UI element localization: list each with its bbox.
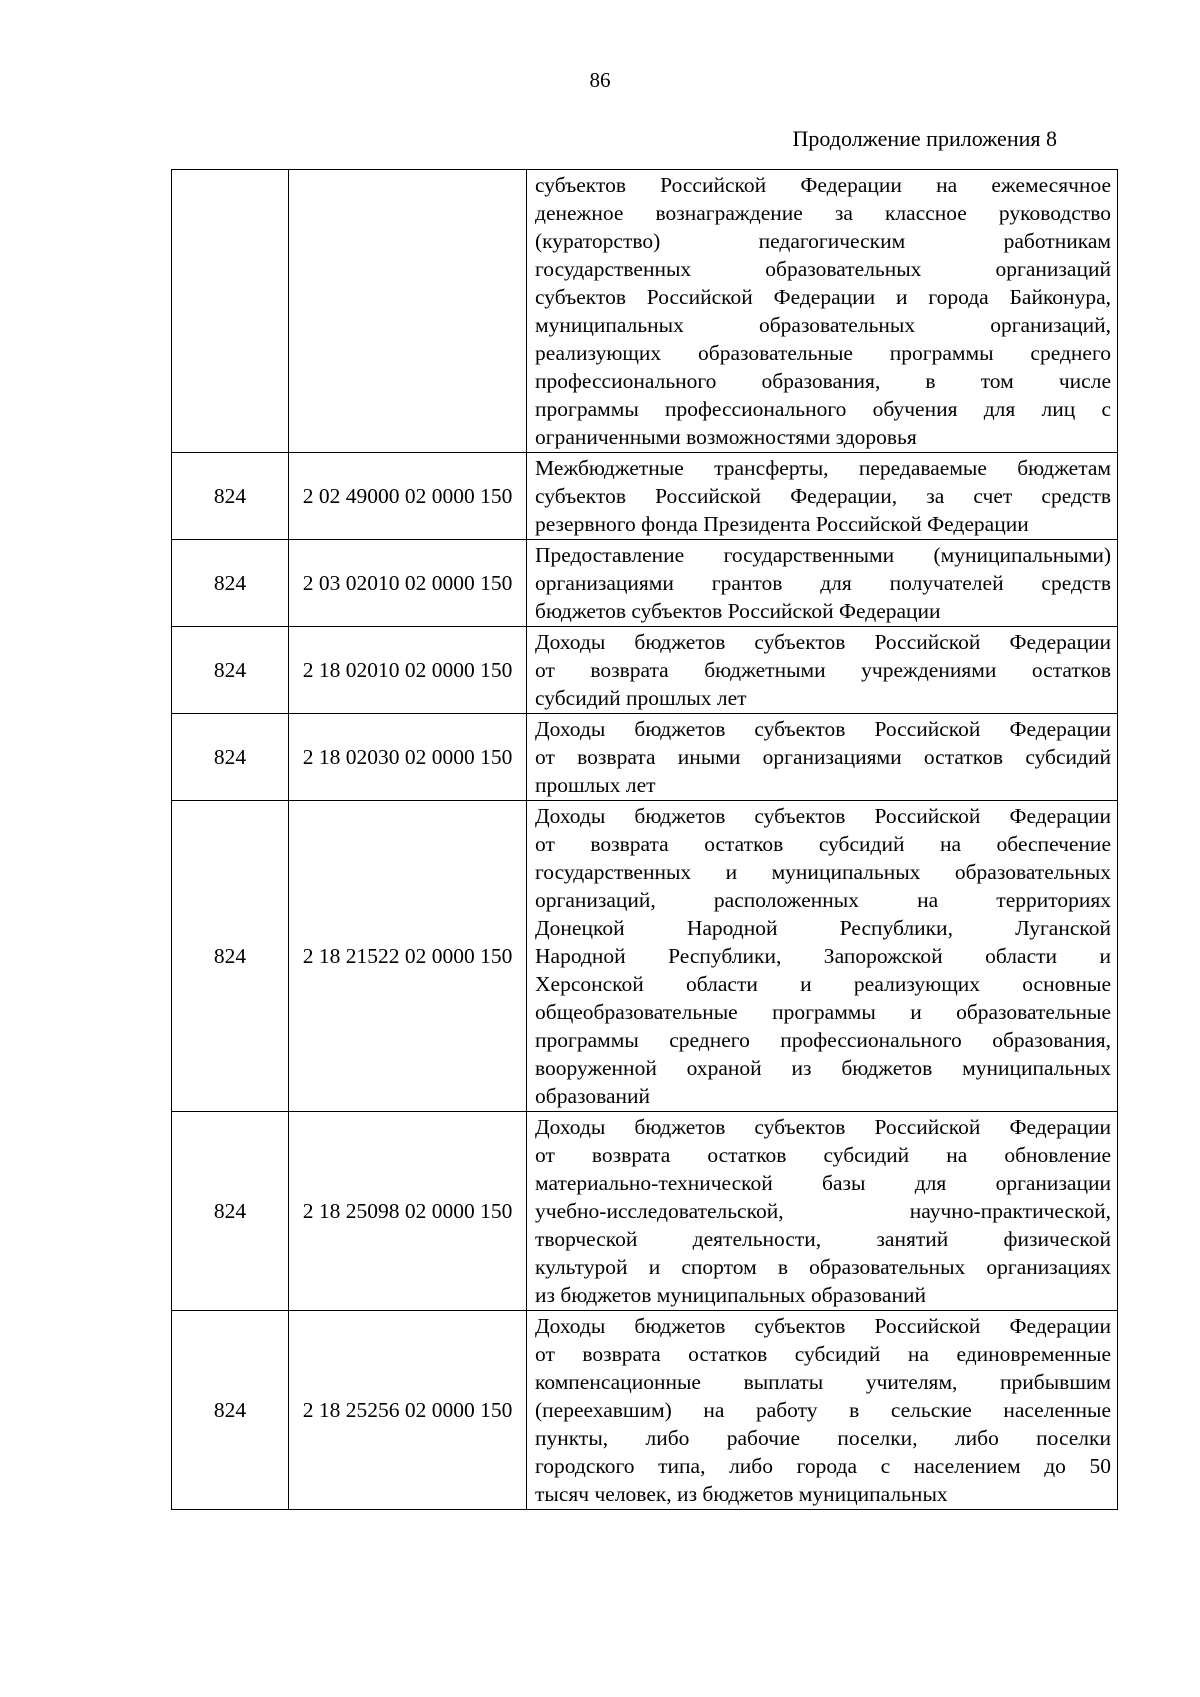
table-row	[172, 627, 1118, 714]
revenue-name-line: вооруженной охраной из бюджетов муниципальных	[535, 1056, 1111, 1080]
admin-code-cell: 824	[172, 453, 289, 540]
revenue-name-line: резервного фонда Президента Российской Федерации	[535, 512, 1029, 536]
revenue-name-line: субъектов Российской Федерации на ежемесячное	[535, 173, 1111, 197]
admin-code-cell: 824	[172, 627, 289, 714]
revenue-name-line: из бюджетов муниципальных образований	[535, 1283, 926, 1307]
admin-code-cell: 824	[172, 540, 289, 627]
revenue-name-cell	[527, 170, 1118, 453]
revenue-name-line: субсидий прошлых лет	[535, 686, 747, 710]
revenue-name-line: Доходы бюджетов субъектов Российской Федерации	[535, 1115, 1111, 1139]
admin-code-cell: 824	[172, 801, 289, 1112]
table-row	[172, 1311, 1118, 1510]
revenue-name-cell	[527, 714, 1118, 801]
revenue-name-line: Народной Республики, Запорожской области и	[535, 944, 1111, 968]
revenue-name-line: образований	[535, 1084, 651, 1108]
revenue-name-line: тысяч человек, из бюджетов муниципальных	[535, 1482, 948, 1506]
revenue-code-cell: 2 18 25256 02 0000 150	[289, 1311, 527, 1510]
revenue-name-line: материально-технической базы для организации	[535, 1171, 1111, 1195]
revenue-code-cell: 2 18 21522 02 0000 150	[289, 801, 527, 1112]
revenue-name-cell	[527, 801, 1118, 1112]
revenue-name-line: прошлых лет	[535, 773, 656, 797]
revenue-name-line: от возврата бюджетными учреждениями остатков	[535, 658, 1111, 682]
revenue-name-line: организаций, расположенных на территориях	[535, 888, 1111, 912]
table-row	[172, 801, 1118, 1112]
admin-code-cell: 824	[172, 1311, 289, 1510]
revenue-name-line: от возврата иными организациями остатков субсидий	[535, 745, 1111, 769]
revenue-code-cell: 2 18 02010 02 0000 150	[289, 627, 527, 714]
revenue-name-line: бюджетов субъектов Российской Федерации	[535, 599, 941, 623]
revenue-name-cell	[527, 453, 1118, 540]
revenue-name-cell	[527, 1311, 1118, 1510]
revenue-name-line: учебно-исследовательской, научно-практической,	[535, 1199, 1111, 1223]
revenue-name-cell	[527, 540, 1118, 627]
table-row	[172, 540, 1118, 627]
admin-code-cell: 824	[172, 1112, 289, 1311]
revenue-name-line: Херсонской области и реализующих основные	[535, 972, 1111, 996]
revenue-name-line: государственных образовательных организаций	[535, 257, 1111, 281]
revenue-name-line: творческой деятельности, занятий физической	[535, 1227, 1111, 1251]
revenue-name-line: Доходы бюджетов субъектов Российской Федерации	[535, 804, 1111, 828]
revenue-name-line: (кураторство) педагогическим работникам	[535, 229, 1111, 253]
revenue-code-cell	[289, 170, 527, 453]
revenue-name-line: от возврата остатков субсидий на обеспечение	[535, 832, 1111, 856]
revenue-name-line: субъектов Российской Федерации, за счет средств	[535, 484, 1111, 508]
revenue-name-line: программы среднего профессионального образования,	[535, 1028, 1111, 1052]
revenue-name-line: от возврата остатков субсидий на единовременные	[535, 1342, 1111, 1366]
admin-code-cell: 824	[172, 714, 289, 801]
table-row	[172, 170, 1118, 453]
revenue-name-line: Межбюджетные трансферты, передаваемые бюджетам	[535, 456, 1111, 480]
revenue-name-line: общеобразовательные программы и образовательные	[535, 1000, 1111, 1024]
revenue-name-line: городского типа, либо города с населением до 50	[535, 1454, 1111, 1478]
revenue-code-cell: 2 03 02010 02 0000 150	[289, 540, 527, 627]
revenue-name-line: (переехавшим) на работу в сельские населенные	[535, 1398, 1111, 1422]
table-row	[172, 714, 1118, 801]
revenue-name-cell	[527, 1112, 1118, 1311]
revenue-code-cell: 2 18 02030 02 0000 150	[289, 714, 527, 801]
revenue-code-cell: 2 18 25098 02 0000 150	[289, 1112, 527, 1311]
revenue-name-line: компенсационные выплаты учителям, прибывшим	[535, 1370, 1111, 1394]
revenue-name-line: государственных и муниципальных образовательных	[535, 860, 1111, 884]
revenue-name-line: денежное вознаграждение за классное руководство	[535, 201, 1111, 225]
table-row	[172, 453, 1118, 540]
table-body	[172, 170, 1118, 1510]
revenue-name-line: Доходы бюджетов субъектов Российской Федерации	[535, 1314, 1111, 1338]
revenue-name-cell	[527, 627, 1118, 714]
revenue-name-line: ограниченными возможностями здоровья	[535, 425, 917, 449]
revenue-name-line: муниципальных образовательных организаций,	[535, 313, 1111, 337]
revenue-name-line: реализующих образовательные программы среднего	[535, 341, 1111, 365]
revenue-name-line: пункты, либо рабочие поселки, либо поселки	[535, 1426, 1111, 1450]
revenue-name-line: профессионального образования, в том числе	[535, 369, 1111, 393]
revenue-name-line: культурой и спортом в образовательных организациях	[535, 1255, 1111, 1279]
revenue-name-line: Предоставление государственными (муниципальными)	[535, 543, 1111, 567]
admin-code-cell	[172, 170, 289, 453]
revenue-name-line: Донецкой Народной Республики, Луганской	[535, 916, 1111, 940]
revenue-name-line: от возврата остатков субсидий на обновление	[535, 1143, 1111, 1167]
revenue-name-line: Доходы бюджетов субъектов Российской Федерации	[535, 630, 1111, 654]
revenue-name-line: программы профессионального обучения для лиц с	[535, 397, 1111, 421]
revenue-name-line: Доходы бюджетов субъектов Российской Федерации	[535, 717, 1111, 741]
page-number: 86	[589, 68, 611, 92]
revenue-code-cell: 2 02 49000 02 0000 150	[289, 453, 527, 540]
revenue-name-line: субъектов Российской Федерации и города Байконура,	[535, 285, 1111, 309]
budget-revenue-table	[171, 169, 1118, 1510]
appendix-continuation-header: Продолжение приложения 8	[792, 126, 1057, 151]
table-row	[172, 1112, 1118, 1311]
revenue-name-line: организациями грантов для получателей средств	[535, 571, 1111, 595]
